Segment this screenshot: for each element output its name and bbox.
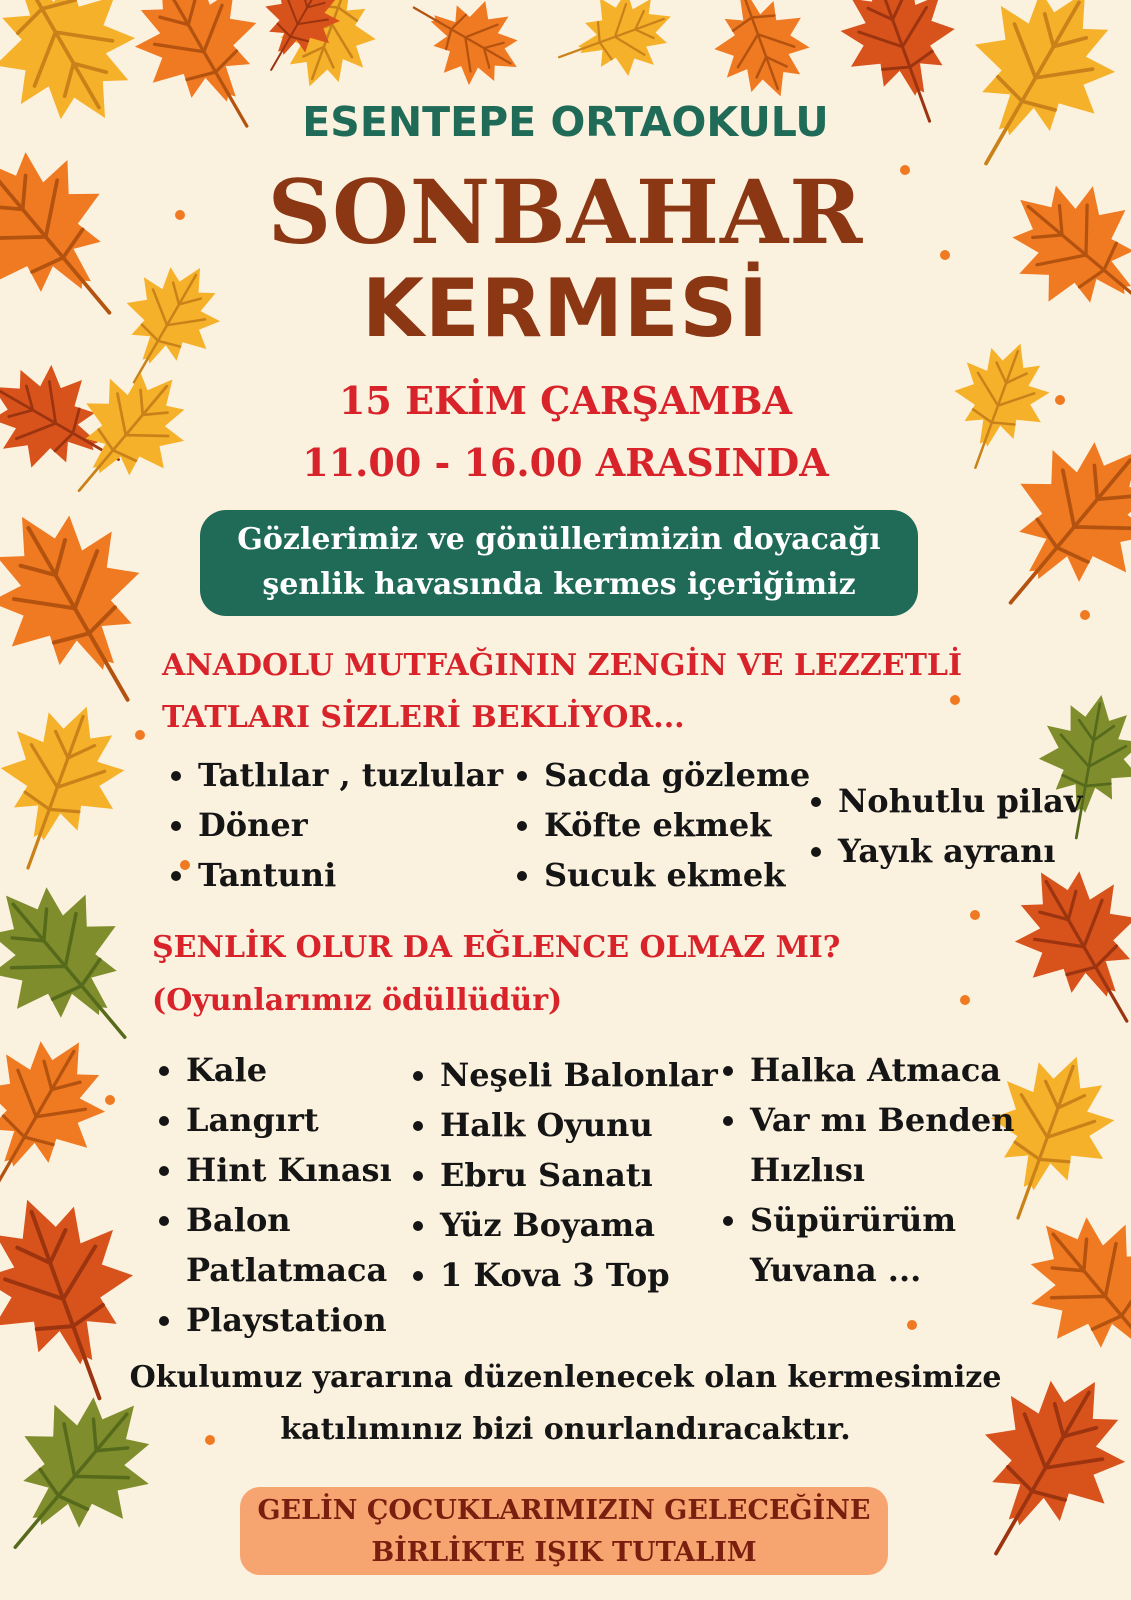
food-item: Tantuni xyxy=(168,850,503,900)
game-item-continued: Patlatmaca xyxy=(186,1251,388,1289)
game-item: Neşeli Balonlar xyxy=(410,1050,718,1100)
game-item: Langırt xyxy=(156,1095,392,1145)
food-item: Yayık ayranı xyxy=(808,826,1082,876)
game-item: Halka Atmaca xyxy=(720,1045,1014,1095)
game-item-continued: Yuvana ... xyxy=(750,1251,922,1289)
food-item: Sucuk ekmek xyxy=(514,850,810,900)
food-list-3 xyxy=(808,776,1082,876)
food-item: Köfte ekmek xyxy=(514,800,810,850)
game-item: Yüz Boyama xyxy=(410,1200,718,1250)
intro-line-2: şenlik havasında kermes içeriğimiz xyxy=(262,567,856,602)
games-list-3 xyxy=(720,1045,1014,1295)
food-heading-2: TATLARI SİZLERİ BEKLİYOR... xyxy=(162,700,685,735)
game-item: Halk Oyunu xyxy=(410,1100,718,1150)
game-item: Var mı Benden xyxy=(720,1095,1014,1145)
food-list-2 xyxy=(514,750,810,900)
school-name: ESENTEPE ORTAOKULU xyxy=(302,98,829,146)
game-item: Kale xyxy=(156,1045,392,1095)
games-heading-2: (Oyunlarımız ödüllüdür) xyxy=(152,983,563,1018)
games-list-1 xyxy=(156,1045,392,1345)
title-kermesi: KERMESİ xyxy=(362,262,769,355)
food-item: Tatlılar , tuzlular xyxy=(168,750,503,800)
intro-banner xyxy=(200,510,918,616)
event-date: 15 EKİM ÇARŞAMBA xyxy=(338,378,793,423)
game-item: Hint Kınası xyxy=(156,1145,392,1195)
cta-line-1: GELİN ÇOCUKLARIMIZIN GELECEĞİNE xyxy=(257,1495,871,1526)
title-sonbahar: SONBAHAR xyxy=(267,160,864,264)
food-item: Döner xyxy=(168,800,503,850)
food-item: Sacda gözleme xyxy=(514,750,810,800)
cta-line-2: BİRLİKTE IŞIK TUTALIM xyxy=(371,1537,757,1568)
game-item: Süpürürüm xyxy=(720,1195,1014,1245)
game-item-continued: Hızlısı xyxy=(750,1151,866,1189)
game-item: 1 Kova 3 Top xyxy=(410,1250,718,1300)
game-item: Ebru Sanatı xyxy=(410,1150,718,1200)
food-list-1 xyxy=(168,750,503,900)
games-list-2 xyxy=(410,1050,718,1300)
food-item: Nohutlu pilav xyxy=(808,776,1082,826)
games-heading-1: ŞENLİK OLUR DA EĞLENCE OLMAZ MI? xyxy=(152,930,841,965)
call-to-action-pill xyxy=(240,1487,888,1575)
food-heading-1: ANADOLU MUTFAĞININ ZENGİN VE LEZZETLİ xyxy=(162,648,963,683)
game-item: Playstation xyxy=(156,1295,392,1345)
closing-line-2: katılımınız bizi onurlandıracaktır. xyxy=(280,1412,851,1447)
closing-line-1: Okulumuz yararına düzenlenecek olan kermesimize xyxy=(129,1360,1002,1395)
game-item: Balon xyxy=(156,1195,392,1245)
intro-line-1: Gözlerimiz ve gönüllerimizin doyacağı xyxy=(237,522,881,557)
event-time: 11.00 - 16.00 ARASINDA xyxy=(302,440,829,485)
